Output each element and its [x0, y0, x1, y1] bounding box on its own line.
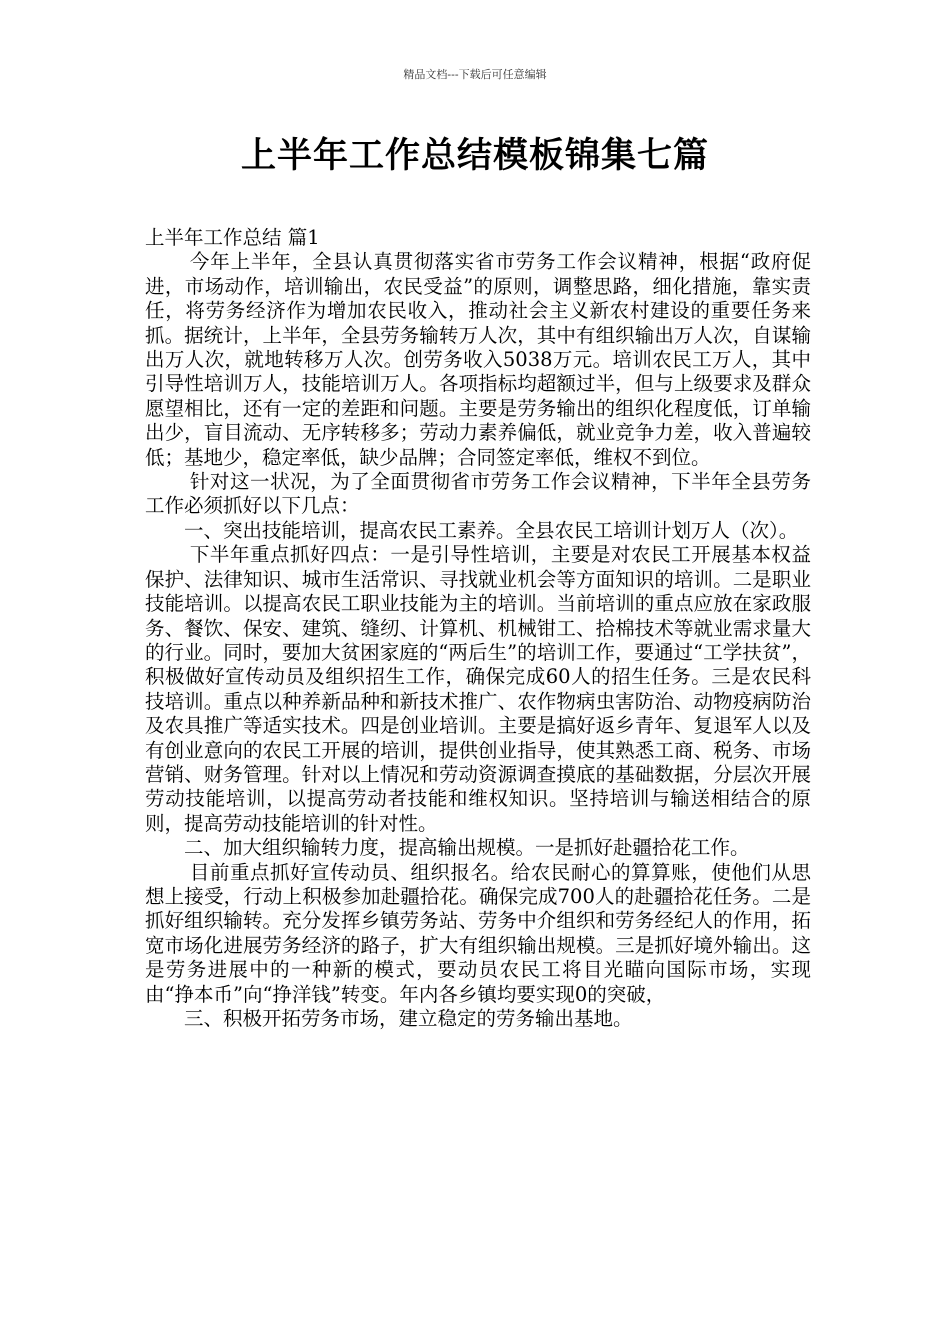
page-header-note: 精品文档---下载后可任意编辑	[403, 68, 547, 81]
document-title: 上半年工作总结模板锦集七篇	[240, 136, 709, 176]
paragraph-point-two: 二、加大组织输转力度，提高输出规模。一是抓好赴疆拾花工作。	[184, 836, 750, 860]
paragraph-training-detail: 下半年重点抓好四点：一是引导性培训，主要是对农民工开展基本权益保护、法律知识、城市生活常识、寻找就业机会等方面知识的培训。二是职业技能培训。以提高农民工职业技能为主的培训。当前培训的重点应放在家政服务、餐饮、保安、建筑、缝纫、计算机、机械钳工、拾棉技术等就业需求量大的行业。同时，要加大贫困家庭的“两后生”的培训工作，要通过“工学扶贫”，积极做好宣传动员及组织招生工作，确保完成60人的招生任务。三是农民科技培训。重点以种养新品种和新技术推广、农作物病虫害防治、动物疫病防治及农具推广等适实技术。四是创业培训。主要是搞好返乡青年、复退军人以及有创业意向的农民工开展的培训，提供创业指导，使其熟悉工商、税务、市场营销、财务管理。针对以上情况和劳动资源调查摸底的基础数据，分层次开展劳动技能培训，以提高劳动者技能和维权知识。坚持培训与输送相结合的原则，提高劳动技能培训的针对性。	[145, 543, 811, 835]
paragraph-situation: 针对这一状况，为了全面贯彻省市劳务工作会议精神，下半年全县劳务工作必须抓好以下几点：	[145, 470, 811, 518]
paragraph-transfer-detail: 目前重点抓好宣传动员、组织报名。给农民耐心的算算账，使他们从思想上接受，行动上积极参加赴疆拾花。确保完成700人的赴疆拾花任务。二是抓好组织输转。充分发挥乡镇劳务站、劳务中介组织和劳务经纪人的作用，拓宽市场化进展劳务经济的路子，扩大有组织输出规模。三是抓好境外输出。这是劳务进展中的一种新的模式，要动员农民工将目光瞄向国际市场，实现由“挣本币”向“挣洋钱”转变。年内各乡镇均要实现0的突破，	[145, 860, 811, 1006]
paragraph-point-one: 一、突出技能培训，提高农民工素养。全县农民工培训计划万人（次）。	[184, 518, 799, 542]
paragraph-intro: 今年上半年，全县认真贯彻落实省市劳务工作会议精神，根据“政府促进，市场动作，培训输出，农民受益”的原则，调整思路，细化措施，靠实责任，将劳务经济作为增加农民收入，推动社会主义新农村建设的重要任务来抓。据统计，上半年，全县劳务输转万人次，其中有组织输出万人次，自谋输出万人次，就地转移万人次。创劳务收入5038万元。培训农民工万人，其中引导性培训万人，技能培训万人。各项指标均超额过半，但与上级要求及群众愿望相比，还有一定的差距和问题。主要是劳务输出的组织化程度低，订单输出少，盲目流动、无序转移多；劳动力素养偏低，就业竞争力差，收入普遍较低；基地少，稳定率低，缺少品牌；合同签定率低，维权不到位。	[145, 250, 811, 469]
paragraph-point-three: 三、积极开拓劳务市场，建立稳定的劳务输出基地。	[184, 1007, 633, 1030]
document-body	[145, 226, 811, 1031]
section-heading: 上半年工作总结 篇1	[145, 226, 320, 249]
